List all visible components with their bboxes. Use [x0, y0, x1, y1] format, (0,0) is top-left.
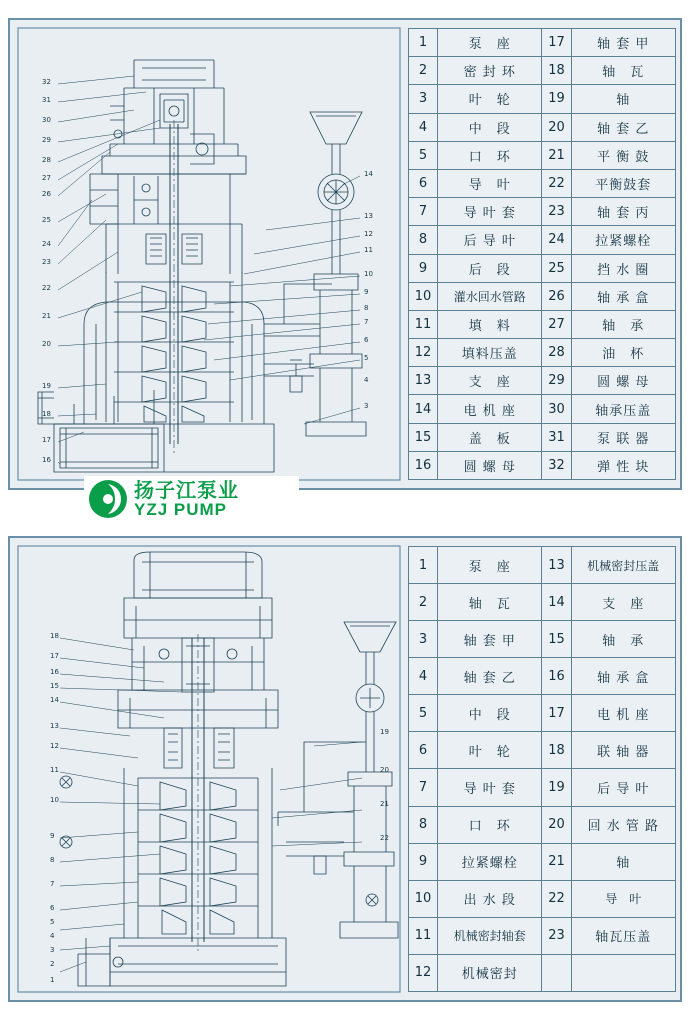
legend-no: 27	[542, 310, 571, 338]
multistage-pump-sectional-drawing-bottom	[14, 542, 404, 996]
callout-4: 4	[50, 932, 55, 940]
callout-6: 6	[50, 904, 55, 912]
legend-name: 中 段	[438, 695, 542, 732]
callout-28: 28	[42, 156, 51, 164]
brand-en-name: YZJ PUMP	[134, 499, 228, 519]
table-row	[409, 806, 676, 843]
callout-7: 7	[364, 318, 369, 326]
callout-14: 14	[364, 170, 373, 178]
callout-9: 9	[50, 832, 55, 840]
legend-no: 8	[409, 226, 438, 254]
legend-name: 填料压盖	[438, 339, 542, 367]
table-row	[409, 198, 676, 226]
callout-13: 13	[50, 722, 59, 730]
legend-no: 29	[542, 367, 571, 395]
legend-no: 3	[409, 621, 438, 658]
legend-no: 11	[409, 310, 438, 338]
legend-name: 密 封 环	[438, 57, 542, 85]
callout-16: 16	[42, 456, 51, 464]
legend-name: 轴 套 丙	[571, 198, 675, 226]
legend-name: 泵 座	[438, 547, 542, 584]
legend-table-top	[408, 28, 676, 480]
legend-name: 圆 螺 母	[571, 367, 675, 395]
callout-1: 1	[50, 976, 55, 984]
legend-no: 19	[542, 769, 571, 806]
legend-no: 24	[542, 226, 571, 254]
legend-no: 16	[409, 451, 438, 479]
legend-no: 30	[542, 395, 571, 423]
callout-22: 22	[42, 284, 51, 292]
legend-no: 15	[542, 621, 571, 658]
table-row	[409, 367, 676, 395]
legend-no: 18	[542, 57, 571, 85]
callout-10: 10	[364, 270, 373, 278]
table-row	[409, 169, 676, 197]
legend-name: 轴 套 甲	[571, 29, 675, 57]
legend-no: 6	[409, 169, 438, 197]
legend-name: 轴 承	[571, 310, 675, 338]
legend-name: 电 机 座	[438, 395, 542, 423]
legend-no: 14	[409, 395, 438, 423]
table-row	[409, 880, 676, 917]
table-row	[409, 310, 676, 338]
legend-no: 16	[542, 658, 571, 695]
legend-no: 10	[409, 880, 438, 917]
multistage-pump-sectional-drawing-top	[14, 24, 404, 484]
legend-name: 拉紧螺栓	[438, 843, 542, 880]
callout-32: 32	[42, 78, 51, 86]
callout-27: 27	[42, 174, 51, 182]
legend-name: 叶 轮	[438, 732, 542, 769]
legend-no: 9	[409, 843, 438, 880]
legend-no: 20	[542, 113, 571, 141]
legend-name: 电 机 座	[571, 695, 675, 732]
legend-no: 12	[409, 339, 438, 367]
legend-no: 6	[409, 732, 438, 769]
legend-name: 轴 瓦	[438, 584, 542, 621]
table-row	[409, 547, 676, 584]
legend-no: 10	[409, 282, 438, 310]
callout-12: 12	[364, 230, 373, 238]
callout-25: 25	[42, 216, 51, 224]
callout-11: 11	[50, 766, 59, 774]
legend-name: 轴	[571, 843, 675, 880]
table-row	[409, 451, 676, 479]
legend-name: 回 水 管 路	[571, 806, 675, 843]
legend-no: 8	[409, 806, 438, 843]
legend-name: 轴	[571, 85, 675, 113]
callout-19: 19	[380, 728, 389, 736]
legend-no: 21	[542, 843, 571, 880]
legend-name: 支 座	[438, 367, 542, 395]
legend-name: 导 叶	[571, 880, 675, 917]
table-row	[409, 423, 676, 451]
yzj-logo-icon	[86, 478, 130, 520]
legend-no: 14	[542, 584, 571, 621]
legend-table-bottom	[408, 546, 676, 992]
table-row	[409, 658, 676, 695]
legend-no: 13	[542, 547, 571, 584]
legend-no: 1	[409, 547, 438, 584]
legend-no: 2	[409, 584, 438, 621]
legend-no: 9	[409, 254, 438, 282]
legend-name: 轴瓦压盖	[571, 917, 675, 954]
legend-name: 口 环	[438, 141, 542, 169]
callout-4: 4	[364, 376, 369, 384]
callout-10: 10	[50, 796, 59, 804]
legend-name: 圆 螺 母	[438, 451, 542, 479]
callout-19: 19	[42, 382, 51, 390]
table-row	[409, 395, 676, 423]
legend-no: 5	[409, 695, 438, 732]
legend-name: 填 料	[438, 310, 542, 338]
table-row	[409, 226, 676, 254]
table-row	[409, 29, 676, 57]
callout-2: 2	[50, 960, 55, 968]
callout-11: 11	[364, 246, 373, 254]
legend-name: 导 叶	[438, 169, 542, 197]
legend-empty-cell	[571, 954, 675, 991]
table-row	[409, 695, 676, 732]
legend-no: 11	[409, 917, 438, 954]
legend-name: 轴 套 乙	[571, 113, 675, 141]
legend-name: 挡 水 圈	[571, 254, 675, 282]
legend-name: 口 环	[438, 806, 542, 843]
callout-18: 18	[42, 410, 51, 418]
legend-name: 出 水 段	[438, 880, 542, 917]
legend-empty-cell	[542, 954, 571, 991]
legend-name: 轴 套 乙	[438, 658, 542, 695]
callout-7: 7	[50, 880, 55, 888]
legend-no: 22	[542, 169, 571, 197]
legend-no: 25	[542, 254, 571, 282]
table-row	[409, 282, 676, 310]
callout-22: 22	[380, 834, 389, 842]
callout-23: 23	[42, 258, 51, 266]
legend-no: 28	[542, 339, 571, 367]
legend-no: 4	[409, 113, 438, 141]
table-row	[409, 57, 676, 85]
callout-5: 5	[50, 918, 55, 926]
diagram-panel-bottom	[8, 536, 682, 1002]
legend-name: 支 座	[571, 584, 675, 621]
legend-name: 轴 承	[571, 621, 675, 658]
legend-name: 机械密封压盖	[571, 547, 675, 584]
legend-no: 5	[409, 141, 438, 169]
callout-6: 6	[364, 336, 369, 344]
table-row	[409, 769, 676, 806]
legend-no: 23	[542, 917, 571, 954]
legend-no: 31	[542, 423, 571, 451]
callout-9: 9	[364, 288, 369, 296]
legend-no: 12	[409, 954, 438, 991]
callout-26: 26	[42, 190, 51, 198]
legend-no: 13	[409, 367, 438, 395]
legend-no: 2	[409, 57, 438, 85]
table-row	[409, 339, 676, 367]
legend-name: 叶 轮	[438, 85, 542, 113]
legend-name: 轴 套 甲	[438, 621, 542, 658]
brand-logo	[84, 476, 299, 522]
legend-no: 3	[409, 85, 438, 113]
callout-20: 20	[380, 766, 389, 774]
legend-no: 7	[409, 198, 438, 226]
legend-name: 机械密封轴套	[438, 917, 542, 954]
legend-name: 拉紧螺栓	[571, 226, 675, 254]
callout-17: 17	[42, 436, 51, 444]
callout-30: 30	[42, 116, 51, 124]
legend-name: 平衡鼓套	[571, 169, 675, 197]
legend-no: 17	[542, 695, 571, 732]
legend-name: 后 段	[438, 254, 542, 282]
callout-29: 29	[42, 136, 51, 144]
callout-3: 3	[364, 402, 369, 410]
legend-name: 轴 瓦	[571, 57, 675, 85]
table-row	[409, 254, 676, 282]
legend-no: 1	[409, 29, 438, 57]
legend-name: 后 导 叶	[571, 769, 675, 806]
table-row	[409, 621, 676, 658]
callout-20: 20	[42, 340, 51, 348]
legend-no: 20	[542, 806, 571, 843]
table-row	[409, 954, 676, 991]
diagram-panel-top	[8, 18, 682, 490]
legend-name: 轴 承 盒	[571, 282, 675, 310]
callout-5: 5	[364, 354, 369, 362]
table-row	[409, 917, 676, 954]
table-row	[409, 141, 676, 169]
legend-name: 轴承压盖	[571, 395, 675, 423]
legend-name: 平 衡 鼓	[571, 141, 675, 169]
legend-name: 后 导 叶	[438, 226, 542, 254]
callout-31: 31	[42, 96, 51, 104]
callout-13: 13	[364, 212, 373, 220]
brand-cn-name: 扬子江泵业	[134, 477, 239, 502]
legend-name: 盖 板	[438, 423, 542, 451]
legend-name: 弹 性 块	[571, 451, 675, 479]
callout-8: 8	[364, 304, 369, 312]
table-row	[409, 843, 676, 880]
legend-no: 26	[542, 282, 571, 310]
callout-17: 17	[50, 652, 59, 660]
table-row	[409, 732, 676, 769]
callout-group-top	[14, 24, 404, 484]
callout-24: 24	[42, 240, 51, 248]
callout-18: 18	[50, 632, 59, 640]
legend-no: 22	[542, 880, 571, 917]
legend-name: 油 杯	[571, 339, 675, 367]
legend-name: 灌水回水管路	[438, 282, 542, 310]
legend-no: 18	[542, 732, 571, 769]
legend-name: 泵 联 器	[571, 423, 675, 451]
callout-21: 21	[42, 312, 51, 320]
legend-name: 机械密封	[438, 954, 542, 991]
legend-name: 轴 承 盒	[571, 658, 675, 695]
callout-12: 12	[50, 742, 59, 750]
legend-name: 导 叶 套	[438, 198, 542, 226]
legend-no: 19	[542, 85, 571, 113]
callout-15: 15	[50, 682, 59, 690]
callout-14: 14	[50, 696, 59, 704]
legend-name: 联 轴 器	[571, 732, 675, 769]
legend-no: 32	[542, 451, 571, 479]
legend-name: 泵 座	[438, 29, 542, 57]
callout-8: 8	[50, 856, 55, 864]
legend-no: 23	[542, 198, 571, 226]
callout-21: 21	[380, 800, 389, 808]
callout-3: 3	[50, 946, 55, 954]
legend-no: 21	[542, 141, 571, 169]
table-row	[409, 584, 676, 621]
legend-no: 7	[409, 769, 438, 806]
legend-no: 4	[409, 658, 438, 695]
legend-name: 导 叶 套	[438, 769, 542, 806]
callout-16: 16	[50, 668, 59, 676]
legend-name: 中 段	[438, 113, 542, 141]
legend-no: 17	[542, 29, 571, 57]
table-row	[409, 85, 676, 113]
table-row	[409, 113, 676, 141]
callout-group-bottom	[14, 542, 404, 996]
legend-no: 15	[409, 423, 438, 451]
